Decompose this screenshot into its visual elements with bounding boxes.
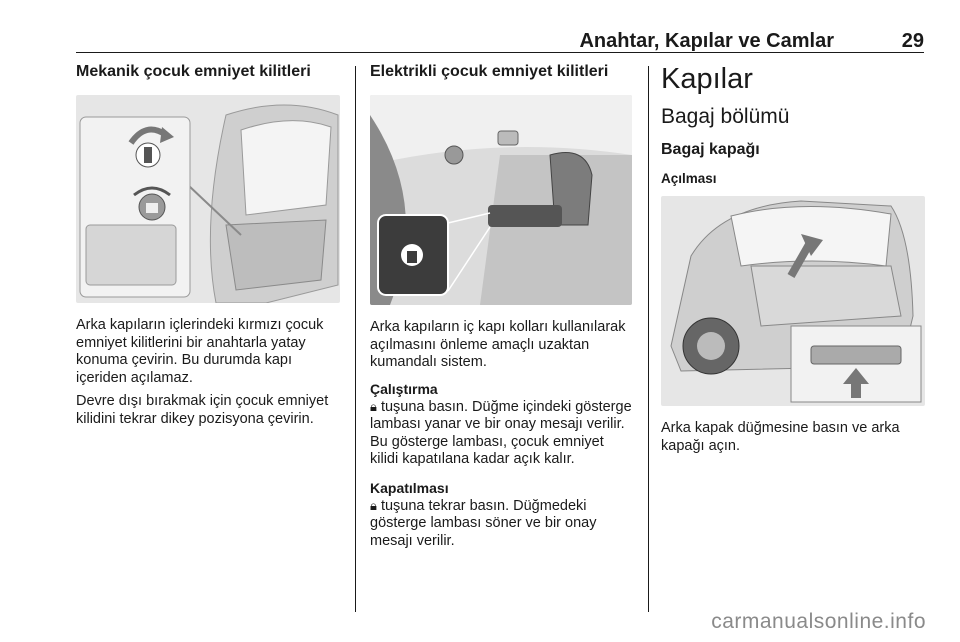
column-electric-locks (370, 62, 634, 550)
watermark: carmanualsonline.info (711, 610, 926, 633)
subheading-deactivation: Kapatılması (370, 479, 449, 496)
page-header (76, 28, 924, 53)
section-title-doors: Kapılar (661, 63, 753, 95)
section-heading-electric: Elektrikli çocuk emniyet kilitleri (370, 63, 609, 80)
paragraph-electric-3 (370, 497, 634, 551)
subheading-operation: Çalıştırma (370, 380, 438, 397)
column-divider-1 (355, 66, 356, 612)
figure-tailgate-release (661, 196, 925, 406)
paragraph-tailgate: Arka kapak düğmesine basın ve arka kapağı açın. (661, 420, 900, 454)
chapter-title: Anahtar, Kapılar ve Camlar (579, 30, 834, 52)
column-doors (661, 62, 927, 455)
section-heading-mechanical: Mekanik çocuk emniyet kilitleri (76, 63, 311, 80)
child-lock-icon: 🔒︎ (370, 398, 377, 414)
page-number: 29 (901, 30, 924, 52)
paragraph-electric-2 (370, 398, 634, 469)
section-heading-tailgate: Bagaj kapağı (661, 141, 760, 158)
child-lock-icon: 🔒︎ (370, 497, 377, 513)
figure-door-child-lock (76, 95, 340, 303)
subheading-opening: Açılması (661, 171, 717, 186)
column-mechanical-locks (76, 62, 344, 428)
column-divider-2 (648, 66, 649, 612)
figure-center-console (370, 95, 632, 305)
section-heading-boot: Bagaj bölümü (661, 105, 790, 128)
paragraph-electric-1: Arka kapıların iç kapı kolları kullanılarak açılmasını önleme amaçlı uzaktan kumandalı sistem. (370, 319, 626, 370)
paragraph-electric-3-text: tuşuna tekrar basın. Düğmedeki gösterge lambası söner ve bir onay mesajı verilir. (370, 497, 597, 549)
paragraph-electric-2-text: tuşuna basın. Düğme içindeki gösterge lambası yanar ve bir onay mesajı verilir. Bu gösterge lambası, çocuk emniyet kilidi kapatılana kadar açık kalır. (370, 398, 632, 467)
paragraph-mechanical-2: Devre dışı bırakmak için çocuk emniyet kilidini tekrar dikey pozisyona çevirin. (76, 393, 329, 427)
paragraph-mechanical-1: Arka kapıların içlerindeki kırmızı çocuk emniyet kilitlerini bir anahtarla yatay konuma çevirin. Bu durumda kapı içeriden açılamaz. (76, 317, 324, 386)
